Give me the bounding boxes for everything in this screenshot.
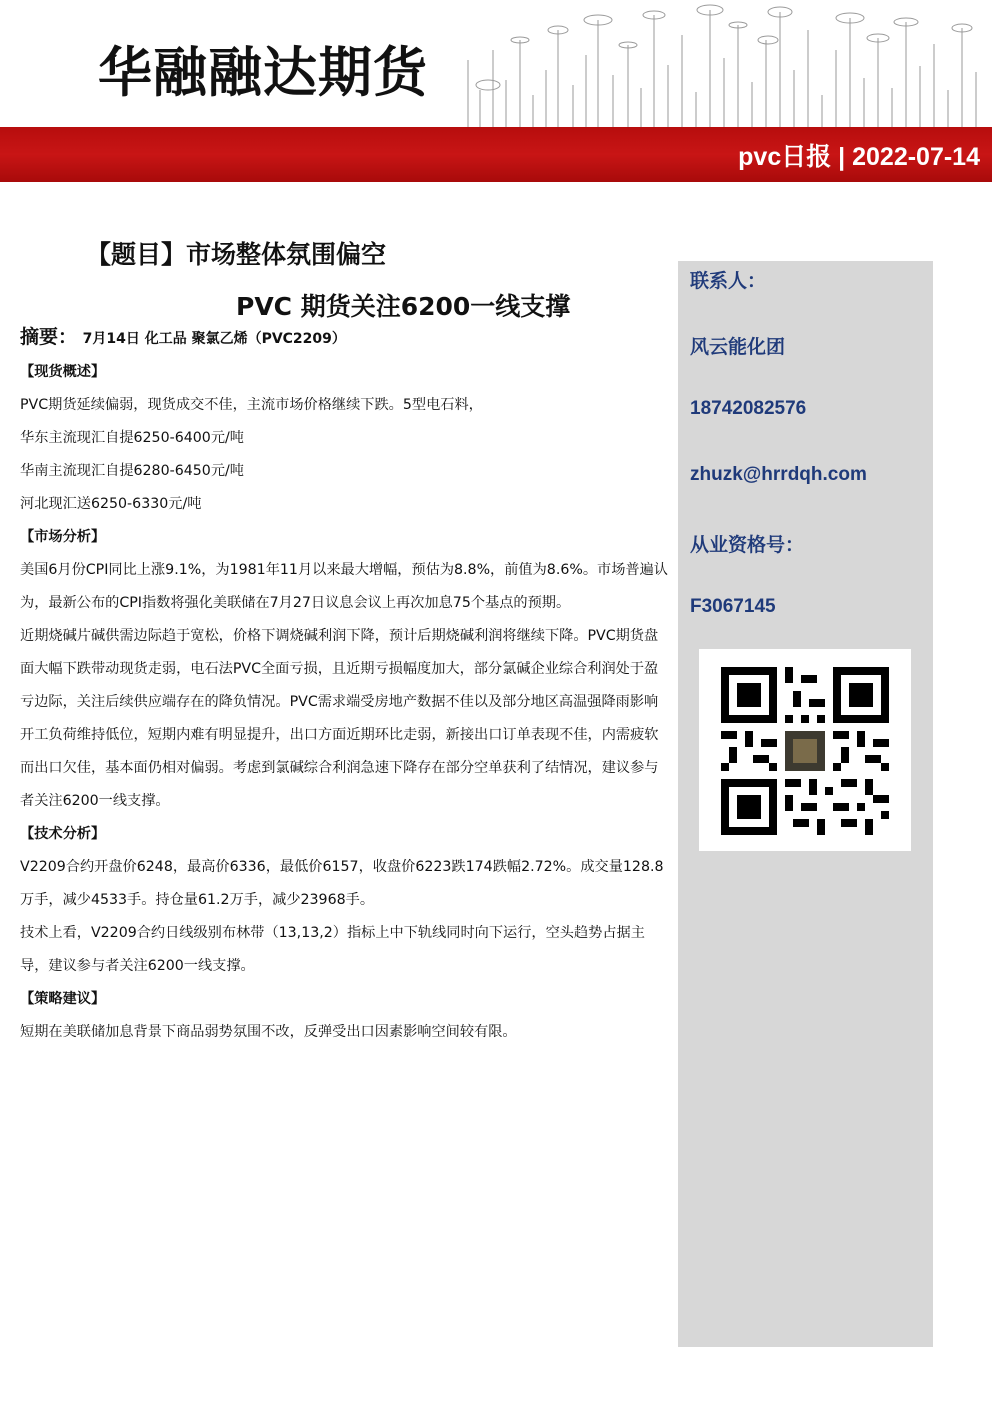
abstract-label: 摘要： [20, 326, 78, 348]
headline-line-2: PVC 期货关注6200一线支撑 [236, 292, 571, 321]
section-heading-market: 【市场分析】 [20, 529, 106, 545]
license-label: 从业资格号： [690, 535, 805, 556]
market-paragraph: 美国6月份CPI同比上涨9.1%，为1981年11月以来最大增幅，预估为8.8%，前值为8.6%。市场普遍认为，最新公布的CPI指数将强化美联储在7月27日议息会议上再次加息75个基点的预期。 [20, 562, 668, 611]
market-paragraph: 近期烧碱片碱供需边际趋于宽松，价格下调烧碱利润下降，预计后期烧碱利润将继续下降。PVC期货盘面大幅下跌带动现货走弱，电石法PVC全面亏损，且近期亏损幅度加大，部分氯碱企业综合利润处于盈亏边际，关注后续供应端存在的降负情况。PVC需求端受房地产数据不佳以及部分地区高温强降雨影响开工负荷维持低位，短期内难有明显提升，出口方面近期环比走弱，新接出口订单表现不佳，内需疲软而出口欠佳，基本面仍相对偏弱。考虑到氯碱综合利润急速下降存在部分空单获利了结情况，建议参与者关注6200一线支撑。 [20, 628, 659, 809]
contact-email[interactable]: zhuzk@hrrdqh.com [690, 464, 867, 485]
abstract-row [20, 322, 346, 349]
spot-paragraph: 华东主流现汇自提6250-6400元/吨 [20, 430, 244, 446]
qr-code-icon [721, 667, 889, 835]
contact-phone: 18742082576 [690, 398, 807, 419]
spot-paragraph: 华南主流现汇自提6280-6450元/吨 [20, 463, 244, 479]
section-heading-strategy: 【策略建议】 [20, 991, 106, 1007]
contact-label: 联系人： [690, 271, 767, 292]
headline-line-1: 【题目】市场整体氛围偏空 [86, 240, 387, 269]
strategy-paragraph: 短期在美联储加息背景下商品弱势氛围不改，反弹受出口因素影响空间较有限。 [20, 1024, 517, 1040]
spot-paragraph: PVC期货延续偏弱，现货成交不佳，主流市场价格继续下跌。5型电石料， [20, 397, 483, 413]
report-body [20, 356, 670, 1049]
license-number: F3067145 [690, 596, 776, 617]
section-heading-technical: 【技术分析】 [20, 826, 106, 842]
report-title: pvc日报 | 2022-07-14 [738, 143, 980, 171]
technical-paragraph: V2209合约开盘价6248，最高价6336，最低价6157，收盘价6223跌174跌幅2.72%。成交量128.8万手，减少4533手。持仓量61.2万手，减少23968手。 [20, 859, 664, 908]
section-heading-spot: 【现货概述】 [20, 364, 106, 380]
company-logo-text: 华融融达期货 [98, 40, 428, 104]
decorative-header-graphic [458, 0, 992, 128]
team-name: 风云能化团 [690, 337, 786, 358]
technical-paragraph: 技术上看，V2209合约日线级别布林带（13,13,2）指标上中下轨线同时向下运行，空头趋势占据主导，建议参与者关注6200一线支撑。 [20, 925, 645, 974]
spot-paragraph: 河北现汇送6250-6330元/吨 [20, 496, 202, 512]
qr-code-box [699, 649, 911, 851]
abstract-text: 7月14日 化工品 聚氯乙烯（PVC2209） [82, 331, 346, 347]
